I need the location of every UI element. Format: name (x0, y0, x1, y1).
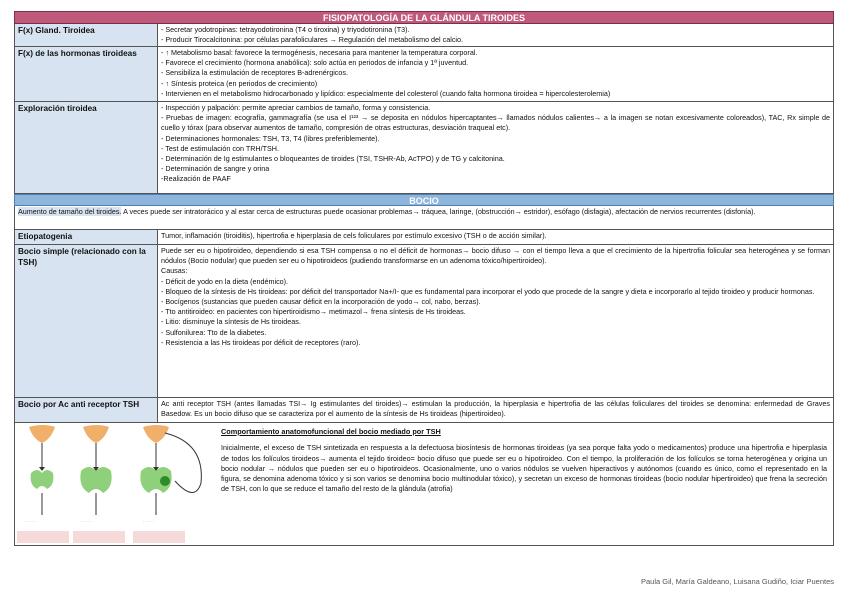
content-line: - Favorece el crecimiento (hormona anabólica): solo actúa en periodos de infancia y 1ª juventud. (161, 58, 469, 68)
pituitary-icon (29, 425, 169, 443)
svg-text:· · · · ·: · · · · · (143, 519, 155, 524)
content-line: - Determinaciones hormonales: TSH, T3, T4 (libres preferiblemente). (161, 133, 380, 143)
row-exploracion (14, 102, 834, 194)
row-funcion-hormonas (14, 47, 834, 102)
row-content (158, 230, 833, 244)
bottom-paragraph: Inicialmente, el exceso de TSH sintetizada en respuesta a la defectuosa biosíntesis de hormonas tiroideas (ya sea porque falta yodo o medicamentos) produce una hipertrofia e hiperplasia de todos los folículos tiroideos→ aumenta el tejido tiroideo= bocio difuso que puede ser eu o hipotiroideo. Con el tiempo, la proliferación de los folículos se torna heterogénea y origina un bocio nodular → nódulos que pueden ser eu o hipotiroideos. Ocasionalmente, uno o varios nódulos se vuelven hiperactivos y autónomos (cuando es único, como el representado en la figura, se denomina adenoma tóxico y si son varios se denomina bocio multinodular tóxico), y secretan un exceso de hormonas tiroideas (bocio nodular hipertiroideo) que frena la secreción de TSH, con lo que se reduce el tamaño del resto de la glándula (atrofia) (221, 443, 827, 494)
content-line: Puede ser eu o hipotiroideo, dependiendo si esa TSH compensa o no el déficit de hormonas→ bocio difuso → con el tiempo lleva a que el crecimiento de la hipertrofia folicular sea heterogénea y se forman nódulos (Bocio nodular) que pueden ser eu o hipotiroideos (pudiendo transformarse en un adenoma tóxico/hipertiroideo). (161, 246, 830, 266)
row-content (158, 47, 833, 101)
row-label: Etiopatogenia (15, 230, 158, 244)
content-line: Causas: (161, 266, 188, 276)
goiter-diagram (15, 423, 215, 546)
page-title: FISIOPATOLOGÍA DE LA GLÁNDULA TIROIDES (14, 11, 834, 24)
row-label: Bocio por Ac anti receptor TSH (15, 398, 158, 422)
summary-table (14, 11, 834, 546)
content-line: - Inspección y palpación: permite apreciar cambios de tamaño, forma y consistencia. (161, 103, 431, 112)
figure-caption-1 (17, 531, 69, 543)
row-bocio-simple (14, 245, 834, 398)
content-line: - Tto antitiroideo: en pacientes con hipertiroidismo→ metimazol→ frena síntesis de Hs tiroideas. (161, 307, 466, 317)
figure-caption-3 (133, 531, 185, 543)
content-line: - Intervienen en el metabolismo hidrocarbonado y lipídico: especialmente del colesterol (cuando falta hormona tiroidea = hipercolesterolemia) (161, 88, 611, 98)
svg-text:· · · · ·: · · · · · (81, 519, 93, 524)
row-content (158, 398, 833, 422)
row-label: Bocio simple (relacionado con la TSH) (15, 245, 158, 397)
row-label: Aumento de tamaño del tiroides. (18, 207, 122, 216)
content-line: - Pruebas de imagen: ecografía, gammagrafía (se usa el I¹²³ → se deposita en nódulos hipercaptantes→ llamados nódulos calientes→ a la imagen se notan excesivamente coloreados), TAC, Rx simple de cuello y tórax (para observar aumentos de tamaño, compresión de otras estructuras, desviación traqueal etc). (161, 113, 830, 133)
row-label: Exploración tiroidea (15, 102, 158, 193)
content-line: - Determinación de Ig estimulantes o bloqueantes de tiroides (TSI, TSHR-Ab, AcTPO) y de TG y calcitonina. (161, 154, 505, 164)
svg-text:· · · · ·: · · · · · (25, 519, 37, 524)
content-line: -Realización de PAAF (161, 174, 231, 184)
content-line: - Resistencia a las Hs tiroideas por déficit de receptores (raro). (161, 337, 361, 347)
content-line: Tumor, inflamación (tiroiditis), hipertrofia e hiperplasia de cels foliculares por estímulo excesivo (TSH o de acción similar). (161, 231, 547, 240)
content-line: - ↑ Síntesis proteica (en periodos de crecimiento) (161, 78, 318, 88)
section-title-bocio: BOCIO (14, 194, 834, 206)
thyroid-icon (31, 467, 172, 493)
row-aumento-tamano (14, 206, 834, 230)
content-line: - Bocígenos (sustancias que pueden causar déficit en la incorporación de yodo→ col, nabo, berzas). (161, 297, 481, 307)
content-line: - Bloqueo de la síntesis de Hs tiroideas: por déficit del transportador Na+/I- que es fundamental para incorporar el yodo que procede de la sangre y dieta e incorporarlo al tejido tiroideo y producir hormonas. (161, 286, 815, 296)
content-line: - ↑ Metabolismo basal: favorece la termogénesis, necesaria para mantener la temperatura corporal. (161, 48, 478, 57)
row-content (158, 102, 833, 193)
row-content (158, 24, 833, 46)
row-content (158, 245, 833, 397)
row-label: F(x) de las hormonas tiroideas (15, 47, 158, 101)
bottom-section (14, 423, 834, 546)
content-line: - Sensibiliza la estimulación de receptores B-adrenérgicos. (161, 68, 348, 78)
row-label: F(x) Gland. Tiroidea (15, 24, 158, 46)
content-line: - Sulfonilurea: Tto de la diabetes. (161, 327, 267, 337)
bottom-text (215, 423, 833, 545)
row-content: A veces puede ser intratorácico y al estar cerca de estructuras puede ocasionar problemas→ tráquea, laringe, (obstrucción→ estridor), esófago (disfagia), afectación de nervios recurrentes (disfonía). (123, 207, 756, 216)
content-line: - Litio: disminuye la síntesis de Hs tiroideas. (161, 317, 301, 327)
authors-credit: Paula Gil, María Galdeano, Luisana Gudiño, Iciar Puentes (640, 577, 834, 586)
row-etiopatogenia (14, 230, 834, 245)
figure-caption-2 (73, 531, 125, 543)
row-funcion-glandula (14, 24, 834, 47)
content-line: - Determinación de sangre y orina (161, 164, 270, 174)
content-line: - Déficit de yodo en la dieta (endémico). (161, 276, 289, 286)
bottom-subtitle: Comportamiento anatomofuncional del bocio mediado por TSH (221, 427, 441, 436)
content-line: - Producir Tirocalcitonina: por células parafoliculares → Regulación del metabolismo del calcio. (161, 35, 464, 45)
content-line: Ac anti receptor TSH (antes llamadas TSI→ Ig estimulantes del tiroides)→ estimulan la producción, la hiperplasia e hipertrofia de las células foliculares del tiroides se denomina: enfermedad de Graves Basedow. Es un bocio difuso que se caracteriza por el aumento de la síntesis de Hs tiroideas (hipertiroideo). (161, 399, 830, 419)
goiter-figure (15, 423, 215, 545)
row-bocio-ac (14, 398, 834, 423)
content-line: - Secretar yodotropinas: tetrayodotironina (T4 o tiroxina) y triyodotironina (T3). (161, 25, 410, 34)
content-line: - Test de estimulación con TRH/TSH. (161, 143, 279, 153)
